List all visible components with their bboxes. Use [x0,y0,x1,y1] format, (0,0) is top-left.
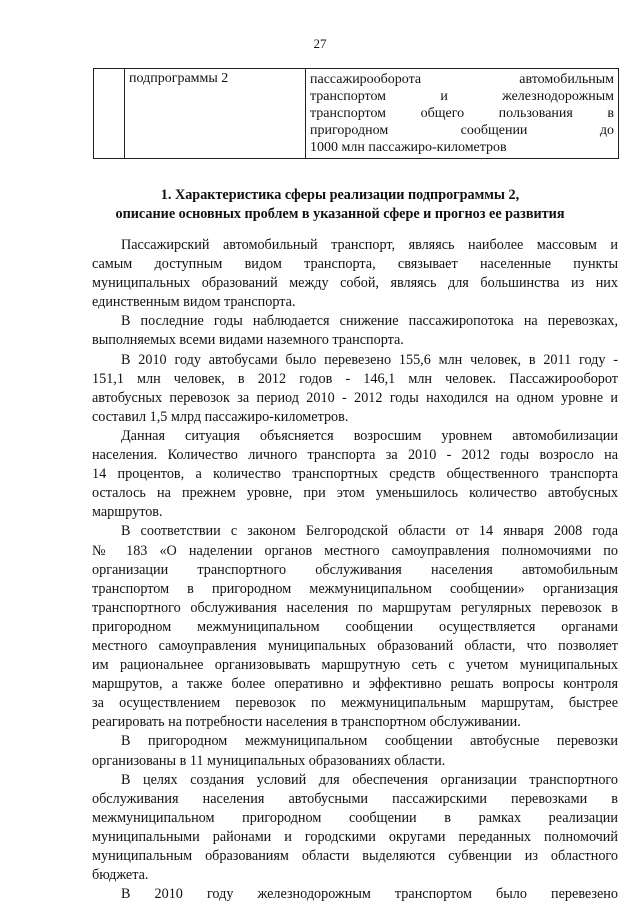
paragraph-line: составил 1,5 млрд пассажиро-километров. [92,408,349,425]
paragraph-line: местного самоуправления муниципальных образований области, что позволяет [92,637,618,654]
paragraph-line: населения. Количество личного транспорта за 2010 - 2012 годы возросло на [92,447,618,464]
paragraph-line: № 183 «О наделении органов местного самоуправления полномочиями по [92,542,618,559]
paragraph-line: Пассажирский автомобильный транспорт, являясь наиболее массовым и [121,237,618,253]
table-cell-empty [94,69,125,159]
section-heading [60,186,620,224]
paragraph-line: В соответствии с законом Белгородской области от 14 января 2008 года [121,523,618,540]
section-heading-line: 1. Характеристика сферы реализации подпрограммы 2, [160,187,520,203]
paragraph-line: В целях создания условий для обеспечения организации транспортного [121,771,618,788]
table-cell-value [306,69,619,159]
paragraph-line: бюджета. [92,867,149,884]
paragraph-line: за осуществлением перевозок по межмуниципальным маршрутам, быстрее [92,695,618,712]
paragraph-line: 151,1 млн человек, в 2012 годов - 146,1 млн человек. Пассажирооборот [92,370,618,387]
paragraph-line: осталось на прежнем уровне, при этом уменьшилось количество автобусных [92,485,618,502]
subprogram-table [93,68,619,159]
paragraph-line: организации транспортного обслуживания населения автомобильным [92,561,618,578]
paragraph-line: им рациональнее организовывать маршрутную сеть с учетом муниципальных [92,657,618,674]
paragraph-line: транспортом в пригородном межмуниципальном сообщении» организация [92,580,618,597]
paragraph-line: В 2010 году железнодорожным транспортом было перевезено [121,886,618,903]
table-cell-line: транспортом и железнодорожным [310,89,614,104]
paragraph-line: выполняемых всеми видами наземного транспорта. [92,332,404,349]
body-text [92,236,618,904]
paragraph-line: Данная ситуация объясняется возросшим уровнем автомобилизации [121,427,618,444]
table-cell-line: 1000 млн пассажиро-километров [310,140,507,155]
paragraph-line: единственным видом транспорта. [92,294,296,311]
section-heading-line: описание основных проблем в указанной сфере и прогноз ее развития [115,206,565,222]
paragraph-line: 14 процентов, а количество транспортных средств общественного транспорта [92,466,618,483]
paragraph-line: реагировать на потребности населения в транспортном обслуживании. [92,714,521,731]
table-cell-line: пассажирооборота автомобильным [310,72,614,87]
paragraph-line: В 2010 году автобусами было перевезено 155,6 млн человек, в 2011 году - [121,351,618,368]
paragraph-line: В последние годы наблюдается снижение пассажиропотока на перевозках, [121,313,618,330]
paragraph-line: самым доступным видом транспорта, связывает населенные пункты [92,256,618,273]
paragraph-line: обслуживания населения автобусными пассажирскими перевозками в [92,790,618,807]
table-row [94,69,619,159]
paragraph-line: муниципальными районами и городскими округами переданных полномочий [92,828,618,845]
paragraph-line: муниципальных образований между собой, являясь для большинства из них [92,275,618,292]
paragraph-line: В пригородном межмуниципальном сообщении автобусные перевозки [121,733,618,750]
paragraph-line: маршрутов, а также более оперативно и эффективно решать вопросы контроля [92,676,618,693]
table-cell-label: подпрограммы 2 [125,69,306,159]
paragraph-line: организованы в 11 муниципальных образованиях области. [92,752,446,769]
paragraph-line: транспортного обслуживания населения по маршрутам регулярных перевозок в [92,599,618,616]
paragraph-line: пригородном межмуниципальном сообщении осуществляется органами [92,618,618,635]
table-cell-line: транспортом общего пользования в [310,106,614,121]
table-cell-line: пригородном сообщении до [310,123,614,138]
paragraph-line: межмуниципальном пригородном сообщении в рамках реализации [92,809,618,826]
paragraph-line: маршрутов. [92,504,163,521]
page-number: 27 [313,36,327,51]
paragraph-line: муниципальным образованиям области выделяются субвенции из областного [92,848,618,864]
paragraph-line: автобусных перевозок за период 2010 - 2012 годы находился на одном уровне и [92,389,618,406]
